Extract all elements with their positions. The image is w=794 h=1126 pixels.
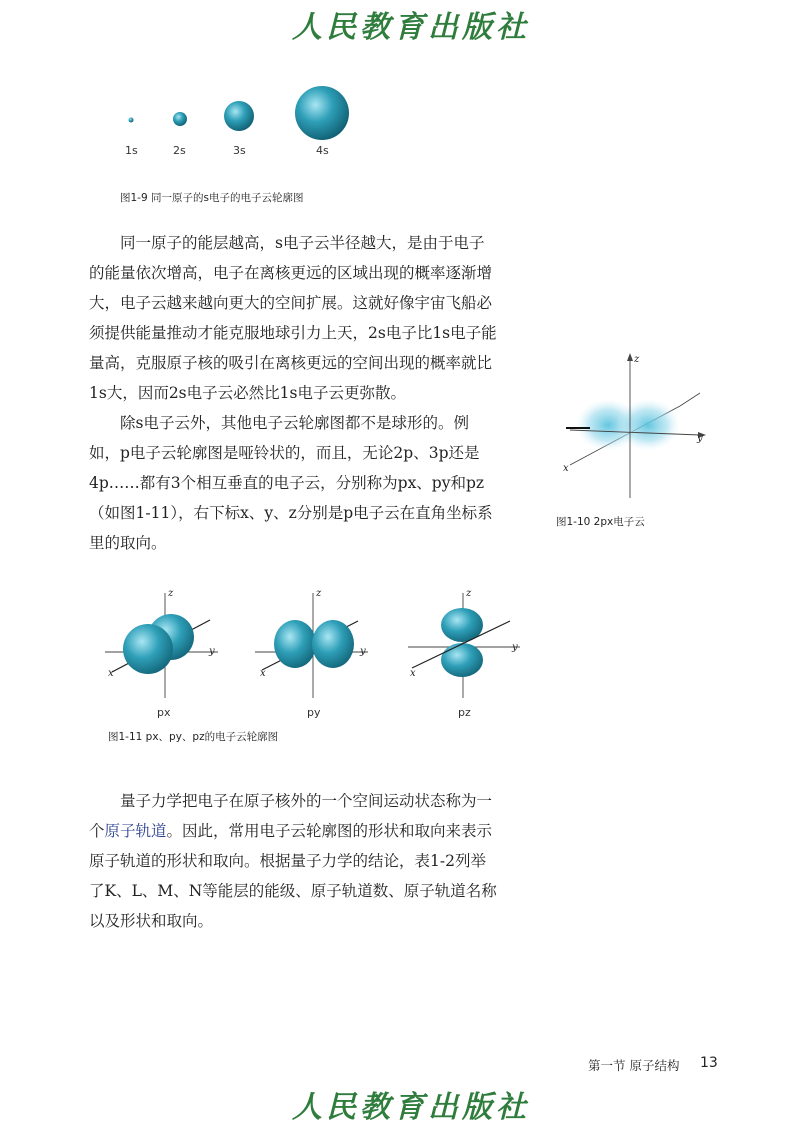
sphere-1s xyxy=(129,118,134,123)
fig11-px-axis-z: z xyxy=(168,588,174,599)
publisher-logo-top: 人民教育出版社 xyxy=(292,10,530,45)
sphere-3s xyxy=(224,101,254,131)
orbital-px xyxy=(105,588,218,698)
figure-1-11-caption: 图1-11 px、py、pz的电子云轮廓图 xyxy=(108,731,279,743)
fig11-py-axis-y: y xyxy=(360,646,366,657)
fig10-axis-y: y xyxy=(697,433,703,444)
paragraph-3-before: 量子力学把电子在原子核外的一个空间运动状态称为一个 xyxy=(89,792,493,840)
fig10-axis-x: x xyxy=(563,463,569,474)
sphere-4s xyxy=(295,86,349,140)
label-1s: 1s xyxy=(125,144,138,157)
label-2s: 2s xyxy=(173,144,186,157)
label-4s: 4s xyxy=(316,144,329,157)
label-3s: 3s xyxy=(233,144,246,157)
figure-1-9-caption: 图1-9 同一原子的s电子的电子云轮廓图 xyxy=(120,192,304,204)
fig11-pz-axis-z: z xyxy=(466,588,472,599)
sphere-2s xyxy=(173,112,187,126)
fig11-py-axis-z: z xyxy=(316,588,322,599)
footer-page-number: 13 xyxy=(700,1055,718,1071)
orbital-py xyxy=(255,588,368,698)
orbital-pz xyxy=(408,588,520,698)
publisher-logo-bottom: 人民教育出版社 xyxy=(292,1090,530,1125)
fig11-pz-axis-y: y xyxy=(512,642,518,653)
label-pz: pz xyxy=(458,706,471,719)
fig11-px-axis-x: x xyxy=(108,668,114,679)
paragraph-2: 除s电子云外，其他电子云轮廓图都不是球形的。例如，p电子云轮廓图是哑铃状的，而且，无论2p、3p还是4p……都有3个相互垂直的电子云，分别称为px、py和pz（如图1-11），右下标x、y、z分别是p电子云在直角坐标系里的取向。 xyxy=(89,414,493,552)
fig11-py-axis-x: x xyxy=(260,668,266,679)
label-py: py xyxy=(307,706,321,719)
figure-1-11-orbitals xyxy=(100,588,530,718)
footer-section-title: 第一节 原子结构 xyxy=(588,1058,680,1073)
paragraph-1: 同一原子的能层越高，s电子云半径越大，是由于电子的能量依次增高，电子在离核更远的区域出现的概率逐渐增大，电子云越来越向更大的空间扩展。这就好像宇宙飞船必须提供能量推动才能克服地球引力上天，2s电子比1s电子能量高，克服原子核的吸引在离核更远的空间出现的概率就比1s大，因而2s电子云必然比1s电子云更弥散。 xyxy=(89,234,497,402)
label-px: px xyxy=(157,706,171,719)
figure-1-10-cloud xyxy=(560,348,720,508)
fig11-pz-axis-x: x xyxy=(410,668,416,679)
figure-1-10-caption: 图1-10 2px电子云 xyxy=(556,516,645,528)
fig10-axis-z: z xyxy=(634,354,640,365)
paragraph-3-after: 。因此，常用电子云轮廓图的形状和取向来表示原子轨道的形状和取向。根据量子力学的结论，表1-2列举了K、L、M、N等能层的能级、原子轨道数、原子轨道名称以及形状和取向。 xyxy=(89,822,497,930)
fig11-px-axis-y: y xyxy=(209,646,215,657)
term-atomic-orbital: 原子轨道 xyxy=(104,822,167,840)
paragraph-3 xyxy=(89,786,499,936)
cloud-lobe-right xyxy=(616,399,680,451)
